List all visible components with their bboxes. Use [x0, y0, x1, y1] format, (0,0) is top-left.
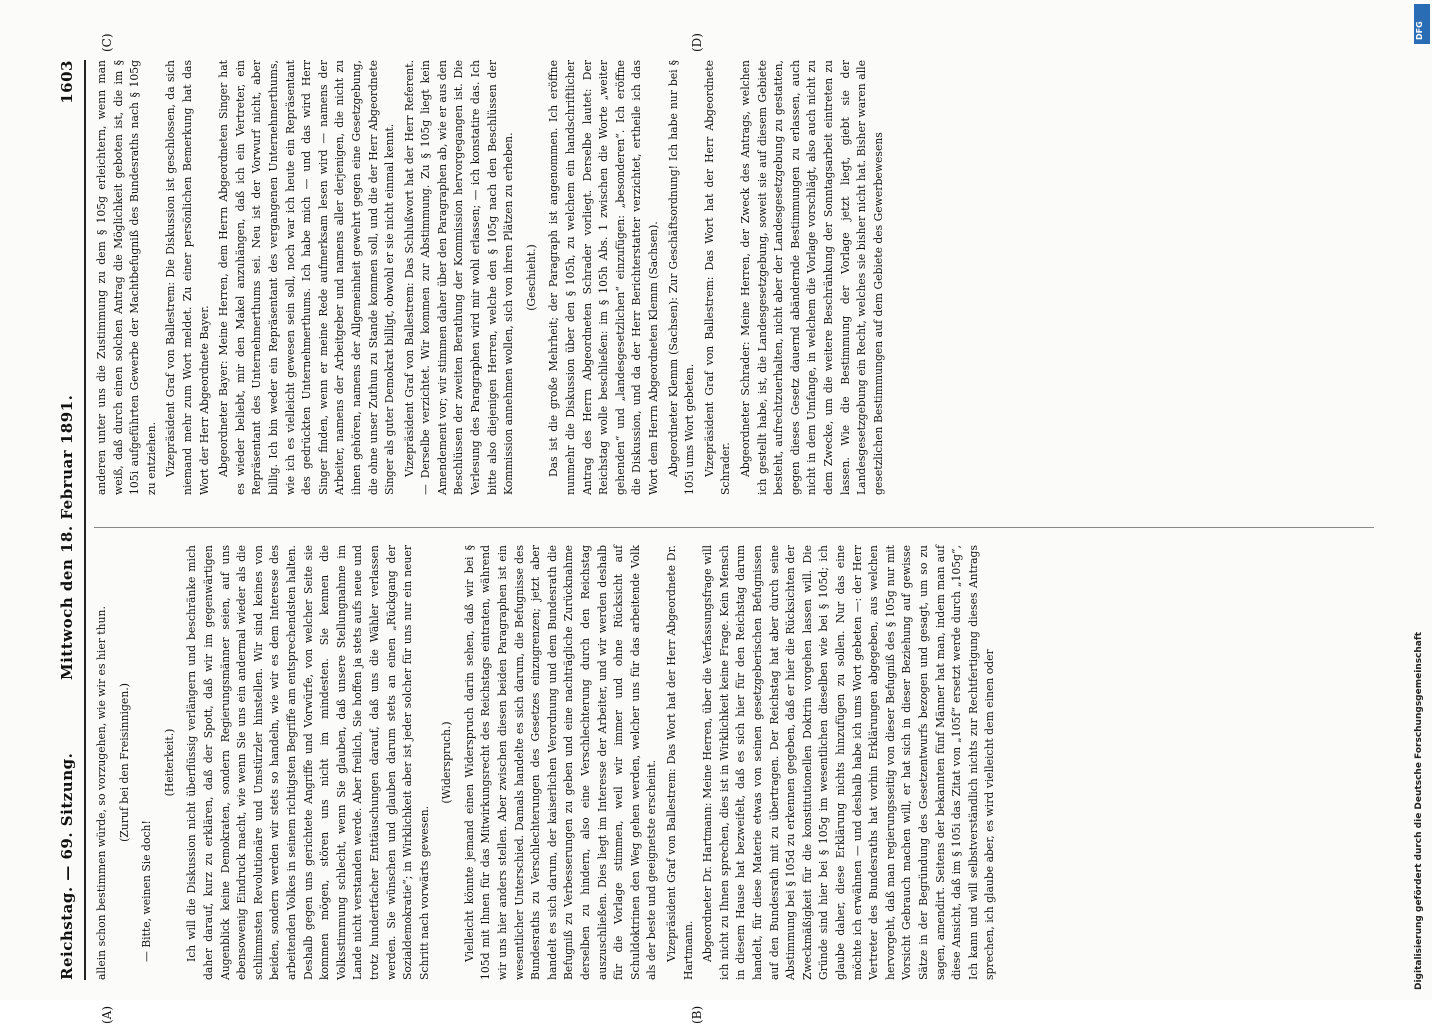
left-column — [94, 545, 1002, 980]
page-number: 1603 — [58, 60, 76, 104]
rotated-page — [50, 33, 1390, 1024]
interjection: (Heiterkeit.) — [162, 728, 176, 797]
paragraph: Ich will die Diskussion nicht überflüssig verlängern und beschränke mich daher darauf, kurz zu erklären, daß der Spott, daß wir im gegenwärtigen Augenblick keine Demokraten, sondern Regierungsmänner seien, auf uns ebensowenig Eindruck macht, wie wenn Sie uns ein andermal wieder als die schlimmsten Revolutionäre und Umstürzler hinstellen. Wir sind keines von beiden, sondern werden wir stets so handeln, wie wir es dem Interesse des arbeitenden Volkes in seinem richtigsten Begriffe am entsprechendsten halten. Deshalb gegen uns gerichtete Angriffe und Vorwürfe, von welcher Seite sie kommen mögen, stören uns nicht im mindesten. Sie kennen die Volksstimmung schlecht, wenn Sie glauben, daß unsere Stellungnahme im Lande nicht verstanden werde. Aber freilich, Sie hoffen ja stets aufs neue und trotz hundertfacher Enttäuschungen darauf, daß uns die Wähler verlassen werden. Sie wünschen und glauben darum stets an einen „Rückgang der Sozialdemokratie“; in Wirklichkeit aber ist jeder solcher für uns nur ein neuer Schritt nach vorwärts gewesen. — [185, 545, 431, 980]
speaker-paragraph: Abgeordneter Dr. Hartmann: Meine Herren, über die Verfassungsfrage will ich nicht zu Ihnen sprechen, dies ist in Wirklichkeit keine Frage. Kein Mensch in diesem Hause hat bezweifelt, daß es sich hier für den Reichstag darum handelt, für diese Materie etwas von seinen gesetzgeberischen Befugnissen auf den Bundesrath mit zu übertragen. Der Reichstag hat aber durch seine Abstimmung bei § 105d zu erkennen gegeben, daß er hier die Rücksichten der Zweckmäßigkeit für die konstitutionellen Doktrin vorgehen lassen will. Die Gründe sind hier bei § 105g im wesentlichen dieselben wie bei § 105d; ich glaube daher, diese Erklärung nichts hinzufügen zu sollen. Nur das eine möchte ich erwähnen — und deshalb habe ich ums Wort gebeten —: der Herr Vertreter des Bundesraths hat vorhin Erklärungen abgegeben, aus welchen hervorgeht, daß man regierungsseitig von dieser Befugniß des § 105g nur mit Vorsicht Gebrauch machen will, er hat sich in dieser Beziehung auf gewisse Sätze in der Begründung des Gesetzentwurfs bezogen und gesagt, um so zu sagen, amendirt. Seitens der bekannten fünf Männer hat man, indem man auf diese Ansicht, daß im § 105i das Zitat von „105f“ ersetzt werde durch „105g“, Ich kann und will selbstverständlich nichts zur Rechtfertigung dieses Antrags sprechen, ich glaube aber, es wird vielleicht dem einen oder — [701, 545, 997, 980]
speaker-paragraph: Vizepräsident Graf von Ballestrem: Die Diskussion ist geschlossen, da sich niemand mehr zum Wort meldet. Zu einer persönlichen Bemerkung hat das Wort der Herr Abgeordnete Bayer. — [164, 60, 211, 495]
right-column — [94, 60, 890, 495]
page-header — [58, 60, 82, 980]
dfg-logo-text: DFG — [1415, 21, 1424, 40]
margin-mark-c: (C) — [100, 33, 114, 52]
interjection: (Widerspruch.) — [440, 721, 454, 804]
paragraph: allein schon bestimmen würde, so vorzugehen, wie wir es hier thun. — [95, 606, 108, 980]
paragraph: Das ist die große Mehrheit; der Paragraph ist angenommen. Ich eröffne nunmehr die Diskussion über den § 105h, zu welchem ein handschriftlicher Antrag des Herrn Abgeordneten Schrader vorliegt. Derselbe lautet: Der Reichstag wolle beschließen: im § 105h Abs. 1 zwischen die Worte „weiter gehenden“ und „landesgesetzlichen“ einzufügen: „besonderen“. Ich eröffne die Diskussion, und da der Herr Berichterstatter verzichtet, ertheile ich das Wort dem Herrn Abgeordneten Klemm (Sachsen). — [547, 60, 660, 495]
digitization-sidebar — [1412, 0, 1432, 1000]
speaker-paragraph: Vizepräsident Graf von Ballestrem: Das Schlußwort hat der Herr Referent. — Derselbe verzichtet. Wir kommen zur Abstimmung. Zu § 105g liegt kein Amendement vor; wir stimmen daher über den Paragraphen ab, wie er aus den Beschlüssen der zweiten Berathung der Kommission hervorgegangen ist. Die Verlesung des Paragraphen wird mir wohl erlassen; — ich konstatire das. Ich bitte also diejenigen Herren, welche den § 105g nach den Beschlüssen der Kommission annehmen wollen, sich von ihren Plätzen zu erheben. — [402, 60, 516, 495]
speaker-paragraph: Abgeordneter Klemm (Sachsen): Zur Geschäftsordnung! Ich habe nur bei § 105i ums Wort gebeten. — [666, 60, 697, 495]
margin-mark-d: (D) — [690, 33, 704, 52]
header-date: Mittwoch den 18. Februar 1891. — [58, 394, 76, 680]
paragraph: Vielleicht könnte jemand einen Widerspruch darin sehen, daß wir bei § 105d mit Ihnen für das Mitwirkungsrecht des Reichstags eintraten, während wir uns hier anders stellen. Aber zwischen diesen beiden Paragraphen ist ein wesentlicher Unterschied. Damals handelte es sich darum, die Befugnisse des Bundesraths zu Verschlechterungen des Gesetzes einzugrenzen; jetzt aber handelt es sich darum, der kaiserlichen Verordnung und dem Bundesrath die Befugniß zu Verbesserungen zu geben und eine nachträgliche Zurücknahme derselben zu hindern, also eine Verschlechterung durch den Reichstag auszuschließen. Dies liegt im Interesse der Arbeiter, und wir werden deshalb für die Vorlage stimmen, weil wir immer und ohne Rücksicht auf Schuldoktrinen den Weg gehen werden, welcher uns für das arbeitende Volk als der beste und geeignetste erscheint. — [462, 545, 659, 980]
interjection: (Geschieht.) — [524, 244, 538, 311]
speaker-paragraph: Vizepräsident Graf von Ballestrem: Das Wort hat der Herr Abgeordnete Schrader. — [702, 60, 733, 495]
speaker-paragraph: Abgeordneter Bayer: Meine Herren, dem Herrn Abgeordneten Singer hat es wieder beliebt, mir den Makel anzuhängen, daß ich ein Vertreter, ein Repräsentant des Unternehmerthums sei. Neu ist der Vorwurf nicht, aber billig. Ich bin weder ein Repräsentant des vergangenen Unternehmerthums, wie ich es vielleicht gewesen sein soll, noch war ich heute ein Repräsentant des gedrückten Unternehmerthums. Ich habe mich — und das wird Herr Singer finden, wenn er meine Rede aufmerksam lesen wird — namens der Arbeiter, namens der Arbeitgeber und namens aller derjenigen, die nicht zu ihnen gehören, namens der Allgemeinheit gewehrt gegen eine Gesetzgebung, die ohne unser Zuthun zu Stande kommen soll, und die der Herr Abgeordnete Singer als guter Demokrat billigt, obwohl er sie nicht einmal kennt. — [217, 60, 397, 495]
header-rule — [84, 60, 86, 980]
margin-mark-a: (A) — [100, 1005, 114, 1024]
paragraph: anderen unter uns die Zustimmung zu dem § 105g erleichtern, wenn man weiß, daß durch einen solchen Antrag die Möglichkeit geboten ist, die im § 105i aufgeführten Gewerbe der Machtbefugniß des Bundesraths nach § 105g zu entziehen. — [95, 60, 158, 495]
digitization-note: Digitalisierung gefördert durch die Deutsche Forschungsgemeinschaft — [1414, 631, 1424, 990]
column-divider — [94, 527, 1374, 528]
speaker-paragraph: Vizepräsident Graf von Ballestrem: Das Wort hat der Herr Abgeordnete Dr. Hartmann. — [665, 545, 695, 980]
margin-mark-b: (B) — [690, 1005, 704, 1024]
interjection: (Zuruf bei den Freisinnigen.) — [117, 683, 131, 842]
header-left: Reichstag. — 69. Sitzung. — [58, 752, 76, 980]
paragraph: — Bitte, weinen Sie doch! — [140, 820, 154, 962]
speaker-paragraph: Abgeordneter Schrader: Meine Herren, der Zweck des Antrags, welchen ich gestellt habe, ist, die Landesgesetzgebung, soweit sie auf diesem Gebiete besteht, aufrechtzuerhalten, nicht aber der Landesgesetzgebung zu gestatten, gegen dieses Gesetz dauernd abändernde Bestimmungen zu erlassen, auch nicht in dem Umfange, in welchem die Vorlage vorschlägt, also auch nicht zu dem Zwecke, um die weitere Beschränkung der Sonntagsarbeit eintreten zu lassen. Wie die Bestimmung der Vorlage jetzt liegt, giebt sie der Landesgesetzgebung ein Recht, welches sie bisher nicht hat. Bisher waren alle gesetzlichen Bestimmungen auf dem Gebiete des Gewerbewesens — [738, 60, 885, 495]
